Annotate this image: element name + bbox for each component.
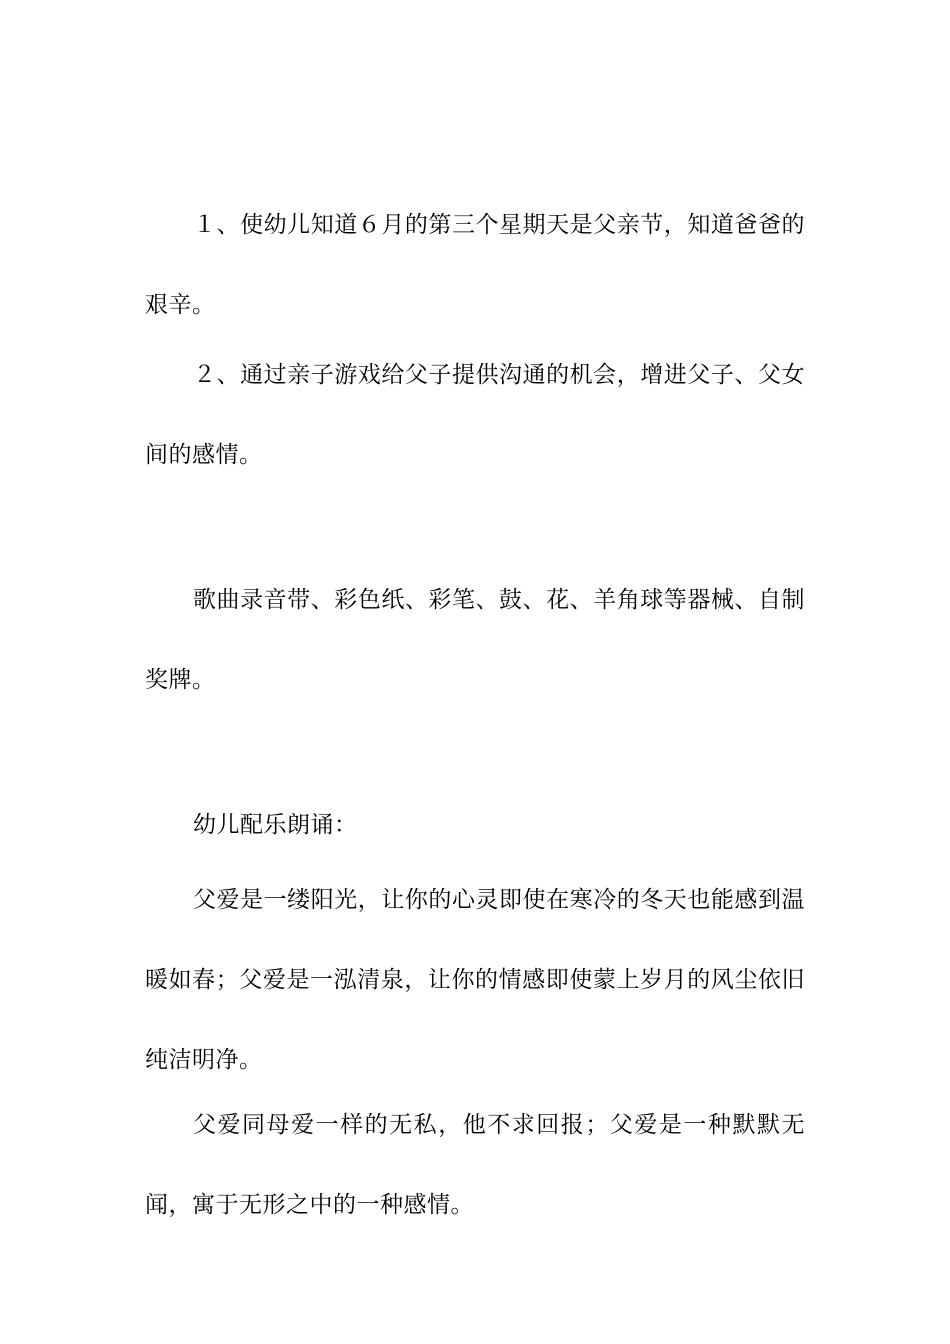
recitation-paragraph-1: 父爱是一缕阳光，让你的心灵即使在寒冷的冬天也能感到温暖如春；父爱是一泓清泉，让你的情感即使蒙上岁月的风尘依旧纯洁明净。 xyxy=(145,887,805,1073)
recitation-paragraph-2: 父爱同母爱一样的无私，他不求回报；父爱是一种默默无闻，寓于无形之中的一种感情。 xyxy=(145,1112,805,1218)
recitation-heading: 幼儿配乐朗诵： xyxy=(193,812,358,838)
goal-paragraph-2: ２、通过亲子游戏给父子提供沟通的机会，增进父子、父女间的感情。 xyxy=(145,362,805,468)
goal-paragraph-1: １、使幼儿知道６月的第三个星期天是父亲节，知道爸爸的艰辛。 xyxy=(145,212,805,318)
materials-paragraph: 歌曲录音带、彩色纸、彩笔、鼓、花、羊角球等器械、自制奖牌。 xyxy=(145,587,805,693)
